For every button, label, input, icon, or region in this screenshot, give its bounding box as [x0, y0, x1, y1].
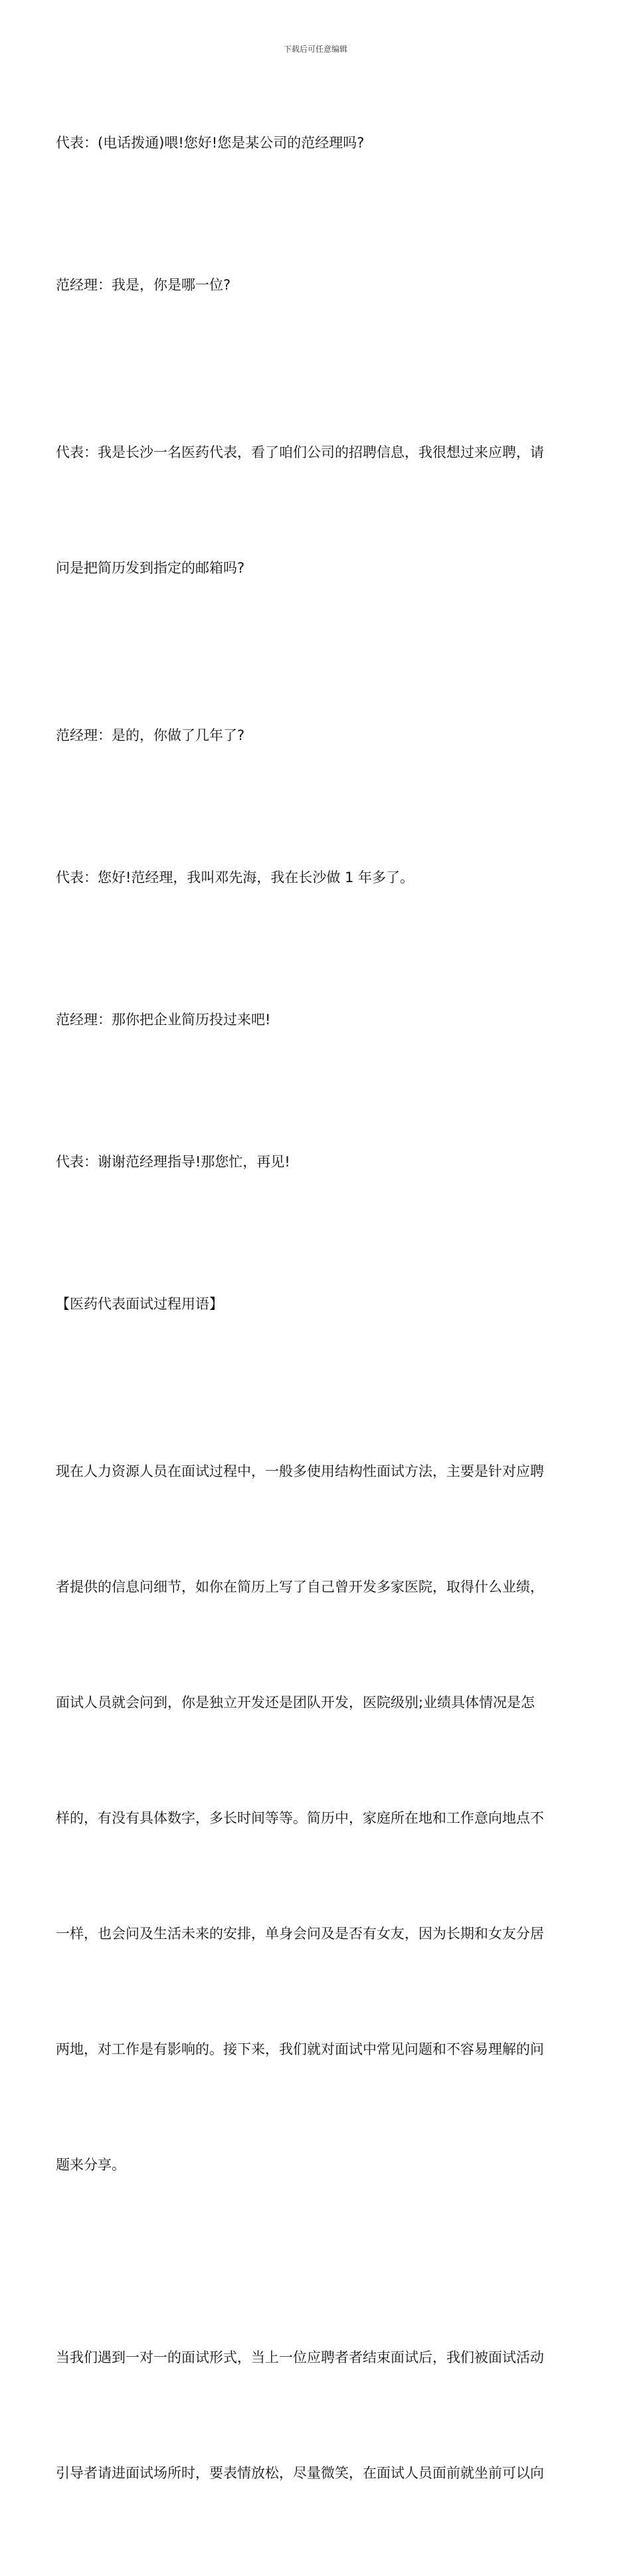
text-line: 题来分享。	[56, 2157, 126, 2173]
paragraph	[56, 1097, 581, 1240]
text-line: 一样，也会问及生活未来的安排，单身会问及是否有女友，因为长期和女友分居	[56, 1926, 544, 1942]
text-line: 问是把简历发到指定的邮箱吗?	[56, 560, 245, 576]
text-line: 两地，对工作是有影响的。接下来，我们就对面试中常见问题和不容易理解的问	[56, 2041, 544, 2057]
text-line: 现在人力资源人员在面试过程中，一般多使用结构性面试方法，主要是针对应聘	[56, 1463, 544, 1479]
paragraph	[56, 356, 581, 664]
section-heading	[56, 1240, 581, 1382]
text-line: 代表：谢谢范经理指导!那您忙，再见!	[56, 1154, 290, 1170]
paragraph	[56, 221, 581, 363]
text-line: 范经理：那你把企业简历投过来吧!	[56, 1012, 271, 1028]
paragraph	[56, 671, 581, 813]
text-line: 范经理：是的，你做了几年了?	[56, 727, 245, 743]
text-line: 样的，有没有具体数字，多长时间等等。简历中，家庭所在地和工作意向地点不	[56, 1810, 544, 1826]
paragraph	[56, 813, 581, 955]
page-header: 下载后可任意编辑	[283, 45, 347, 54]
text-line: 代表：(电话拨通)喂!您好!您是某公司的范经理吗?	[56, 135, 365, 151]
text-line: 引导者请进面试场所时，要表情放松，尽量微笑，在面试人员面前就坐前可以向	[56, 2465, 544, 2481]
text-line: 代表：我是长沙一名医药代表，看了咱们公司的招聘信息，我很想过来应聘，请	[56, 444, 544, 460]
paragraph	[56, 78, 581, 221]
text-line: 面试人员就会问到，你是独立开发还是团队开发，医院级别;业绩具体情况是怎	[56, 1695, 535, 1710]
text-line: 【医药代表面试过程用语】	[56, 1296, 223, 1312]
text-line: 代表：您好!范经理，我叫邓先海，我在长沙做 1 年多了。	[56, 870, 414, 885]
text-line: 者提供的信息问细节，如你在简历上写了自己曾开发多家医院，取得什么业绩，	[56, 1579, 544, 1595]
paragraph	[56, 2261, 581, 2569]
text-line: 范经理：我是，你是哪一位?	[56, 277, 231, 293]
document-body	[56, 78, 581, 2576]
paragraph	[56, 1375, 581, 2261]
paragraph	[56, 955, 581, 1097]
text-line: 当我们遇到一对一的面试形式，当上一位应聘者者结束面试后，我们被面试活动	[56, 2349, 544, 2365]
